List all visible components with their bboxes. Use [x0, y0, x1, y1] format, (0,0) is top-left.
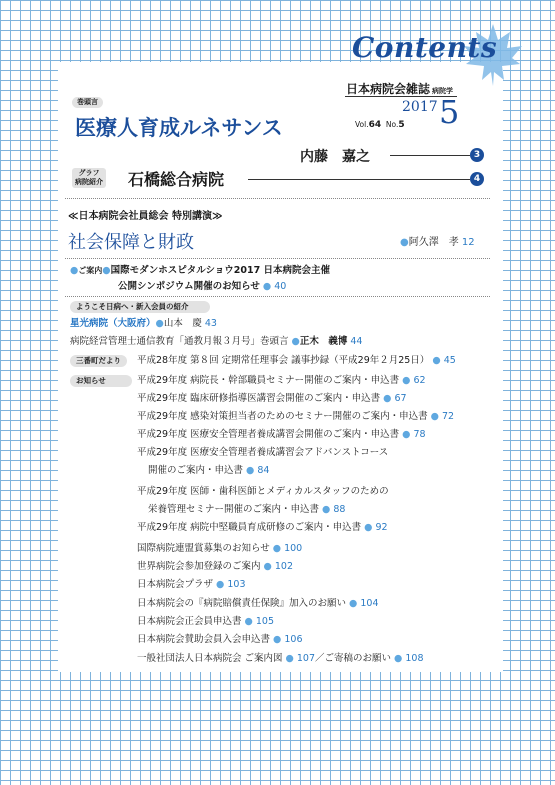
lecture-heading: ≪日本病院会社員総会 特別講演≫	[68, 211, 223, 222]
lecture-title: 社会保障と財政	[68, 232, 194, 253]
graph-leader	[248, 179, 470, 180]
sanbancho-line: 平成28年度 第８回 定期常任理事会 議事抄録（平成29年２月25日） ● 45	[137, 355, 456, 366]
kantogen-leader	[390, 155, 470, 156]
announcement-item[interactable]: 一般社団法人日本病院会 ご案内図 ● 107／ご寄稿のお願い ● 108	[137, 653, 424, 664]
contents-title: Contents	[352, 31, 498, 64]
section-divider	[65, 198, 490, 199]
section-divider-2	[65, 258, 490, 259]
announcement-item[interactable]: 平成29年度 病院長・幹部職員セミナー開催のご案内・申込書 ● 62	[137, 375, 426, 386]
sanbancho-bar: 三番町だより	[70, 355, 127, 367]
announcement-item[interactable]: 栄養管理セミナー開催のご案内・申込書 ● 88	[148, 504, 346, 515]
welcome-line-1: 星光病院（大阪府）●山本 慶 43	[70, 318, 217, 329]
header-rule	[345, 96, 457, 97]
journal-name: 日本病院会雑誌 病院学	[346, 82, 454, 96]
kantogen-page[interactable]: 3	[470, 148, 484, 162]
notice-line-2: 公開シンポジウム開催のお知らせ ● 40	[118, 281, 287, 292]
issue-year: 2017	[402, 99, 438, 115]
lecture-speaker: ●阿久澤 孝 12	[400, 237, 475, 248]
oshirase-bar: お知らせ	[70, 375, 132, 387]
welcome-line-2: 病院経営管理士通信教育「通教月報３月号」巻頭言 ●正木 義博 44	[70, 336, 363, 347]
announcement-item[interactable]: 平成29年度 医師・歯科医師とメディカルスタッフのための	[137, 486, 389, 497]
contents-card	[58, 62, 503, 672]
announcement-item[interactable]: 国際病院連盟賞募集のお知らせ ● 100	[137, 543, 303, 554]
kantogen-author: 内藤 嘉之	[300, 149, 370, 165]
notice-line-1: ●ご案内●国際モダンホスピタルショウ2017 日本病院会主催	[70, 265, 331, 276]
announcement-item[interactable]: 日本病院会賛助会員入会申込書 ● 106	[137, 634, 303, 645]
announcement-item[interactable]: 平成29年度 医療安全管理者養成講習会アドバンストコース	[137, 447, 389, 458]
graph-title: 石橋総合病院	[128, 170, 225, 189]
announcement-item[interactable]: 平成29年度 感染対策担当者のためのセミナー開催のご案内・申込書 ● 72	[137, 411, 455, 422]
kantogen-title: 医療人育成ルネサンス	[75, 115, 283, 140]
announcement-item[interactable]: 平成29年度 医療安全管理者養成講習会開催のご案内・申込書 ● 78	[137, 429, 426, 440]
announcement-item[interactable]: 日本病院会の『病院賠償責任保険』加入のお願い ● 104	[137, 598, 379, 609]
announcement-item[interactable]: 平成29年度 臨床研修指導医講習会開催のご案内・申込書 ● 67	[137, 393, 407, 404]
announcement-item[interactable]: 日本病院会プラザ ● 103	[137, 579, 246, 590]
kantogen-tag: 巻頭言	[72, 97, 103, 108]
section-divider-3	[65, 296, 490, 297]
welcome-bar: ようこそ日病へ・新入会員の紹介	[70, 301, 210, 313]
announcement-item[interactable]: 平成29年度 病院中堅職員育成研修のご案内・申込書 ● 92	[137, 522, 388, 533]
announcement-item[interactable]: 世界病院会参加登録のご案内 ● 102	[137, 561, 293, 572]
issue-month: 5	[439, 93, 460, 131]
announcement-item[interactable]: 開催のご案内・申込書 ● 84	[148, 465, 270, 476]
announcement-item[interactable]: 日本病院会正会員申込書 ● 105	[137, 616, 274, 627]
graph-tag: グラフ 病院紹介	[72, 168, 106, 188]
graph-page[interactable]: 4	[470, 172, 484, 186]
volume-number: Vol.64 No.5	[355, 120, 405, 130]
